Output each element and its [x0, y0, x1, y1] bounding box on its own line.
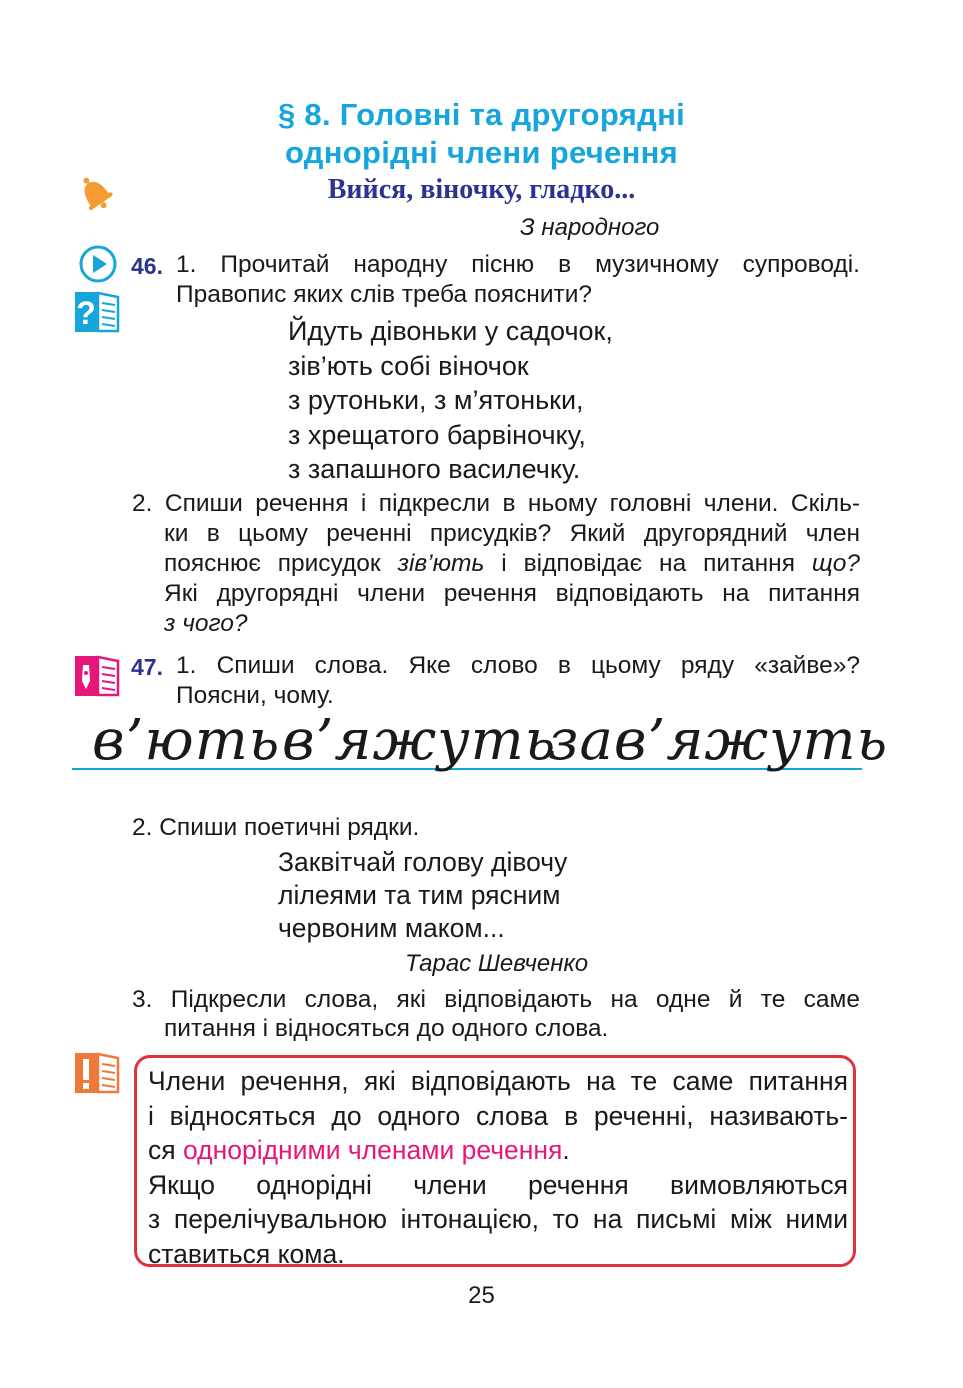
page-title-line1: § 8. Головні та другорядні	[277, 97, 686, 132]
ex47-task3-line1: 3. Підкресли слова, які відповідають на одне й те саме	[132, 986, 860, 1013]
poem-line: з запашного василечку.	[288, 454, 581, 484]
italic-word: що?	[811, 550, 861, 577]
poem-line: червоним маком...	[278, 913, 505, 943]
epigraph-source: З народного	[520, 214, 660, 241]
rule-line2: і відносяться до одного слова в реченні, називають-	[148, 1100, 848, 1131]
page-title-line2: однорідні члени речення	[284, 135, 679, 170]
exercise-47-number: 47.	[131, 654, 163, 680]
svg-text:?: ?	[76, 295, 96, 331]
ex47-task1-line1: 1. Спиши слова. Яке слово в цьому ряду «зайве»?	[176, 652, 860, 679]
text-fragment: пояснює присудок	[164, 550, 398, 577]
ex46-task1-line1: 1. Прочитай народну пісню в музичному супроводі.	[176, 251, 860, 278]
ex46-task2-line4: Які другорядні члени речення відповідають на питання	[164, 580, 860, 607]
text-fragment: ся	[148, 1135, 183, 1165]
rule-line3	[148, 1133, 848, 1168]
poem-author: Тарас Шевченко	[405, 950, 589, 977]
ex46-poem	[288, 314, 808, 487]
ex47-task1-line2: Поясни, чому.	[176, 682, 334, 709]
rule-line4: Якщо однорідні члени речення вимовляються	[148, 1169, 848, 1200]
text-fragment: і відповідає на питання	[484, 550, 812, 577]
rule-text	[148, 1064, 848, 1271]
ex47-task2: 2. Спиши поетичні рядки.	[132, 814, 420, 841]
handwriting-word: зав’яжуть	[548, 708, 889, 773]
ex46-task1-line2: Правопис яких слів треба пояснити?	[176, 281, 593, 308]
ex46-task2-line2: ки в цьому реченні присудків? Який другорядний член	[164, 520, 860, 547]
pen-book-icon	[74, 655, 120, 697]
rule-line5: з перелічувальною інтонацією, то на письмі між ними	[148, 1204, 848, 1234]
ex47-task3-line2: питання і відносяться до одного слова.	[164, 1015, 609, 1042]
ex46-task2-line5: з чого?	[164, 610, 248, 637]
poem-line: Заквітчай голову дівочу	[278, 847, 568, 877]
poem-line: зів’ють собі віночок	[288, 350, 529, 381]
page-number: 25	[468, 1282, 495, 1309]
poem-line: з хрещатого барвіночку,	[288, 419, 586, 450]
term-highlight: однорідними членами речення	[182, 1135, 563, 1165]
play-audio-icon[interactable]	[78, 244, 118, 284]
poem-line: з рутоньки, з м’ятоньки,	[288, 385, 584, 415]
rule-line6: ставиться кома.	[148, 1238, 345, 1269]
ex46-task2-line1: 2. Спиши речення і підкресли в ньому головні члени. Скіль-	[132, 490, 860, 517]
exercise-46-number: 46.	[131, 253, 163, 279]
poem-line: Йдуть дівоньки у садочок,	[288, 316, 613, 346]
handwriting-word: в’ють	[92, 708, 281, 773]
text-fragment: .	[562, 1135, 570, 1165]
epigraph-text: Вийся, віночку, гладко...	[327, 174, 636, 205]
question-book-icon	[74, 291, 120, 333]
ex46-task2-line3	[164, 549, 860, 579]
poem-line: лілеями та тим рясним	[278, 880, 561, 910]
handwriting-word: в’яжуть	[282, 708, 557, 773]
rule-line1: Члени речення, які відповідають на те саме питання	[148, 1066, 848, 1096]
ex47-poem	[278, 846, 567, 945]
exclamation-book-icon	[74, 1052, 120, 1094]
italic-word: зів’ють	[397, 550, 485, 577]
